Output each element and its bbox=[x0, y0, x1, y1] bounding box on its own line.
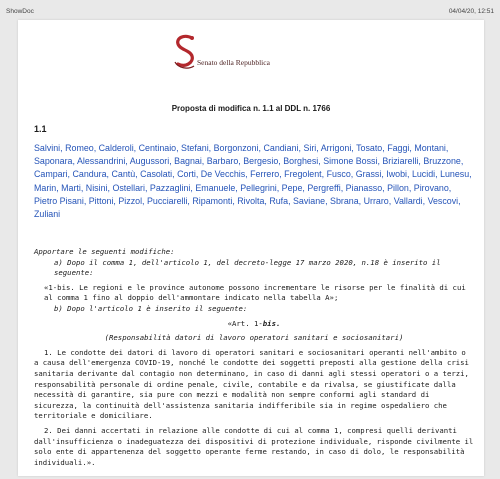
signatory-name[interactable]: Ostellari, bbox=[112, 182, 148, 193]
signatory-name[interactable]: Zuliani bbox=[34, 209, 61, 220]
document-page bbox=[18, 20, 484, 476]
signatory-name[interactable]: Ripamonti, bbox=[192, 195, 235, 206]
app-name: ShowDoc bbox=[6, 8, 34, 15]
signatory-name[interactable]: Arrigoni, bbox=[320, 143, 354, 153]
signatory-name[interactable]: Romeo, bbox=[65, 143, 97, 153]
signatory-name[interactable]: De Vecchis, bbox=[200, 169, 248, 180]
document-title: Proposta di modifica n. 1.1 al DDL n. 1766 bbox=[171, 104, 331, 113]
signatory-name[interactable]: Vallardi, bbox=[393, 195, 426, 206]
signatory-name[interactable]: Montani, bbox=[414, 143, 449, 153]
signatory-name[interactable]: Emanuele, bbox=[195, 182, 238, 193]
signatory-name[interactable]: Barbaro, bbox=[206, 156, 241, 167]
signatory-name[interactable]: Sbrana, bbox=[330, 195, 362, 206]
logo-text: Senato della Repubblica bbox=[197, 58, 270, 67]
signatory-name[interactable]: Cantù, bbox=[111, 169, 138, 180]
senato-logo bbox=[172, 32, 352, 78]
signatories-list bbox=[34, 142, 474, 221]
item-a-text: a) Dopo il comma 1, dell'articolo 1, del decreto-legge 17 marzo 2020, n.18 è inserito il seguente: bbox=[54, 257, 441, 278]
signatory-name[interactable]: Pietro Pisani, bbox=[34, 195, 87, 206]
amendment-number: 1.1 bbox=[34, 124, 47, 134]
signatory-name[interactable]: Pillon, bbox=[387, 182, 412, 193]
signatory-name[interactable]: Fregolent, bbox=[284, 169, 325, 180]
signatory-name[interactable]: Corti, bbox=[177, 169, 199, 180]
signatory-name[interactable]: Rivolta, bbox=[237, 195, 267, 206]
signatory-name[interactable]: Briziarelli, bbox=[382, 156, 421, 167]
signatory-name[interactable]: Candiani, bbox=[263, 143, 301, 153]
item-b-text: b) Dopo l'articolo 1 è inserito il seguente: bbox=[54, 303, 248, 313]
signatory-name[interactable]: Grassi, bbox=[355, 169, 384, 180]
signatory-name[interactable]: Pirovano, bbox=[413, 182, 452, 193]
signatory-name[interactable]: Casolati, bbox=[140, 169, 175, 180]
signatory-name[interactable]: Borgonzoni, bbox=[213, 143, 261, 153]
signatory-name[interactable]: Faggi, bbox=[387, 143, 412, 153]
amendment-body bbox=[34, 247, 474, 468]
signatory-name[interactable]: Bergesio, bbox=[243, 156, 281, 167]
signatory-name[interactable]: Borghesi, bbox=[283, 156, 321, 167]
signatory-name[interactable]: Urraro, bbox=[363, 195, 392, 206]
signatory-name[interactable]: Pergreffi, bbox=[307, 182, 344, 193]
signatory-name[interactable]: Fusco, bbox=[326, 169, 354, 180]
signatory-name[interactable]: Nisini, bbox=[85, 182, 110, 193]
signatory-name[interactable]: Pellegrini, bbox=[240, 182, 280, 193]
signatory-name[interactable]: Pepe, bbox=[281, 182, 305, 193]
signatory-name[interactable]: Pizzol, bbox=[118, 195, 145, 206]
signatory-name[interactable]: Pittoni, bbox=[88, 195, 116, 206]
signatory-name[interactable]: Tosato, bbox=[356, 143, 385, 153]
signatory-name[interactable]: Bagnai, bbox=[174, 156, 205, 167]
signatory-name[interactable]: Saviane, bbox=[293, 195, 328, 206]
signatory-name[interactable]: Pazzaglini, bbox=[149, 182, 193, 193]
signatory-name[interactable]: Rufa, bbox=[269, 195, 291, 206]
signatory-name[interactable]: Vescovi, bbox=[427, 195, 461, 206]
paragraph-1: 1. Le condotte dei datori di lavoro di operatori sanitari e sociosanitari operanti nell'ambito o a causa dell'emergenza COVID-19, nonché le condotte dei soggetti preposti alla gestione della crisi sanitaria derivante dal contagio non determinano, in caso di danni agli stessi operatori o a terzi, responsabilità personale di ordine penale, civile, contabile e da rivalsa, se giustificate dalla necessità di garantire, sia pure con mezzi e modalità non sempre conformi agli standard di sicurezza, la continuità dell'assistenza sanitaria indifferibile sia in regime ospedaliero che territoriale e domiciliare. bbox=[34, 347, 469, 421]
article-heading-bis: bis. bbox=[262, 318, 281, 328]
timestamp: 04/04/20, 12:51 bbox=[448, 8, 494, 15]
article-heading bbox=[34, 319, 474, 330]
paragraph-2: 2. Dei danni accertati in relazione alle condotte di cui al comma 1, compresi quelli derivanti dall'insufficienza o inadeguatezza dei dispositivi di protezione individuale, risponde civilmente il solo ente di appartenenza del soggetto operante ferme restando, in caso di dolo, le responsabilità individuali.». bbox=[34, 425, 474, 467]
signatory-name[interactable]: Simone Bossi, bbox=[323, 156, 380, 167]
signatory-name[interactable]: Stefani, bbox=[181, 143, 212, 153]
senato-emblem-icon bbox=[172, 32, 198, 72]
signatory-name[interactable]: Augussori, bbox=[129, 156, 172, 167]
signatory-name[interactable]: Pianasso, bbox=[345, 182, 385, 193]
intro-text: Apportare le seguenti modifiche: bbox=[34, 247, 175, 256]
quote-a-text: «1-bis. Le regioni e le province autonome possono incrementare le risorse per le finalità di cui al comma 1 fino al doppio dell'ammontare indicato nella tabella A»; bbox=[44, 282, 466, 303]
signatory-name[interactable]: Candura, bbox=[72, 169, 109, 180]
article-heading-prefix: «Art. 1- bbox=[227, 318, 263, 328]
signatory-name[interactable]: Bruzzone, bbox=[423, 156, 464, 167]
signatory-name[interactable]: Salvini, bbox=[34, 143, 63, 153]
signatory-name[interactable]: Lunesu, bbox=[440, 169, 472, 180]
signatory-name[interactable]: Calderoli, bbox=[98, 143, 137, 153]
signatory-name[interactable]: Ferrero, bbox=[250, 169, 282, 180]
signatory-name[interactable]: Marti, bbox=[61, 182, 84, 193]
signatory-name[interactable]: Iwobi, bbox=[386, 169, 410, 180]
signatory-name[interactable]: Alessandrini, bbox=[76, 156, 128, 167]
article-subtitle: (Responsabilità datori di lavoro operatori sanitari e sociosanitari) bbox=[104, 333, 404, 343]
signatory-name[interactable]: Lucidi, bbox=[411, 169, 438, 180]
signatory-name[interactable]: Pucciarelli, bbox=[146, 195, 190, 206]
signatory-name[interactable]: Centinaio, bbox=[138, 143, 179, 153]
signatory-name[interactable]: Marin, bbox=[34, 182, 59, 193]
signatory-name[interactable]: Saponara, bbox=[34, 156, 75, 167]
signatory-name[interactable]: Campari, bbox=[34, 169, 71, 180]
signatory-name[interactable]: Siri, bbox=[303, 143, 319, 153]
